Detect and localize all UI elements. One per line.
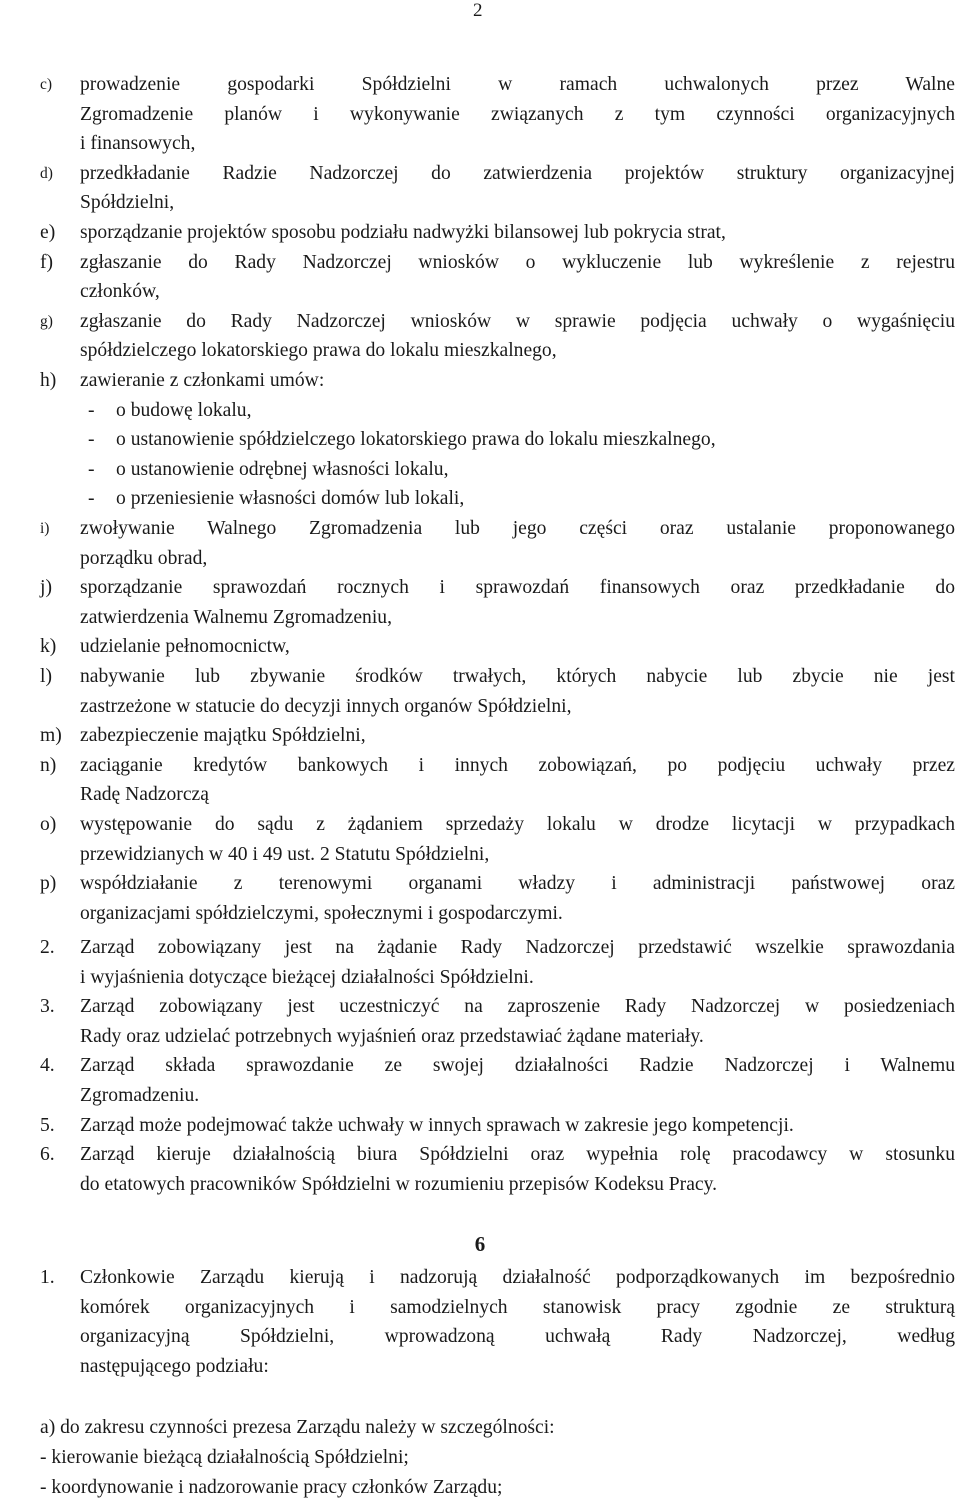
list-item xyxy=(40,721,955,751)
numbered-paragraph xyxy=(40,933,955,992)
text-line: przedkładanie Radzie Nadzorczej do zatwierdzenia projektów struktury organizacyjnej xyxy=(80,162,955,184)
text-line: Członkowie Zarządu kierują i nadzorują działalność podporządkowanych im bezpośrednio xyxy=(80,1267,955,1288)
item-label: m) xyxy=(40,725,62,747)
list-item xyxy=(40,70,955,159)
item-label: o) xyxy=(40,814,57,835)
list-item xyxy=(40,218,955,248)
text-line: Zarząd zobowiązany jest na żądanie Rady Nadzorczej przedstawić wszelkie sprawozdania xyxy=(80,937,955,958)
list-item xyxy=(40,810,955,869)
text-line: zwoływanie Walnego Zgromadzenia lub jego części oraz ustalanie proponowanego xyxy=(80,518,955,539)
item-text xyxy=(80,1263,955,1381)
item-label: 4. xyxy=(40,1055,55,1077)
section-heading: 6 xyxy=(474,1232,486,1256)
item-label: 6. xyxy=(40,1144,55,1166)
item-label: p) xyxy=(40,873,57,895)
item-label: k) xyxy=(40,636,57,658)
item-label: 2. xyxy=(40,937,55,958)
numbered-paragraph xyxy=(40,1140,955,1199)
contract-type-text: o ustanowienie spółdzielczego lokatorskiego prawa do lokalu mieszkalnego, xyxy=(116,429,716,451)
text-line: spółdzielczego lokatorskiego prawa do lokalu mieszkalnego, xyxy=(80,340,557,362)
text-line: Zarząd składa sprawozdanie ze swojej działalności Radzie Nadzorczej i Walnemu xyxy=(80,1055,955,1077)
dash-bullet: - xyxy=(88,429,95,451)
text-line: komórek organizacyjnych i samodzielnych stanowisk pracy zgodnie ze strukturą xyxy=(80,1296,955,1318)
text-line: prowadzenie gospodarki Spółdzielni w ramach uchwalonych przez Walne xyxy=(80,74,955,95)
president-duty: - koordynowanie i nadzorowanie pracy członków Zarządu; xyxy=(40,1476,503,1498)
text-line: współdziałanie z terenowymi organami władzy i administracji państwowej oraz xyxy=(80,873,955,895)
contract-type-item xyxy=(88,484,464,514)
item-text xyxy=(80,218,955,248)
page-number: 2 xyxy=(473,0,483,21)
contract-type-text: o przeniesienie własności domów lub lokali, xyxy=(116,488,465,510)
item-label: 5. xyxy=(40,1114,55,1136)
list-item xyxy=(40,514,955,573)
dash-bullet: - xyxy=(88,488,95,510)
item-label: h) xyxy=(40,370,57,391)
item-label: d) xyxy=(40,164,53,182)
text-line: i wyjaśnienia dotyczące bieżącej działalności Spółdzielni. xyxy=(80,966,534,988)
item-label: g) xyxy=(40,312,53,330)
item-text xyxy=(80,810,955,869)
text-line: zabezpieczenie majątku Spółdzielni, xyxy=(80,725,366,747)
contract-type-text: o ustanowienie odrębnej własności lokalu, xyxy=(116,458,449,480)
item-label: l) xyxy=(40,666,52,687)
text-line: zastrzeżone w statucie do decyzji innych organów Spółdzielni, xyxy=(80,695,572,717)
item-text xyxy=(80,514,955,573)
item-text xyxy=(80,992,955,1051)
text-line: Zarząd kieruje działalnością biura Spółdzielni oraz wypełnia rolę pracodawcy w stosunku xyxy=(80,1144,955,1166)
item-label: i) xyxy=(40,520,50,537)
text-line: organizacyjną Spółdzielni, wprowadzoną uchwałą Rady Nadzorczej, według xyxy=(80,1326,955,1348)
text-line: sporządzanie sprawozdań rocznych i sprawozdań finansowych oraz przedkładanie do xyxy=(80,577,955,599)
contract-type-item xyxy=(88,425,716,455)
text-line: Zarząd zobowiązany jest uczestniczyć na zaproszenie Rady Nadzorczej w posiedzeniach xyxy=(80,996,955,1018)
text-line: zaciąganie kredytów bankowych i innych zobowiązań, po podjęciu uchwały przez xyxy=(80,754,955,776)
item-text xyxy=(80,751,955,810)
text-line: organizacjami spółdzielczymi, społecznymi i gospodarczymi. xyxy=(80,902,563,924)
list-item xyxy=(40,248,955,307)
item-text xyxy=(80,721,955,751)
dash-bullet: - xyxy=(88,458,95,480)
list-item xyxy=(40,573,955,632)
item-text xyxy=(80,1051,955,1110)
item-text xyxy=(80,869,955,928)
list-item xyxy=(40,307,955,366)
text-line: do etatowych pracowników Spółdzielni w rozumieniu przepisów Kodeksu Pracy. xyxy=(80,1173,718,1195)
item-label: f) xyxy=(40,251,54,273)
text-line: Zarząd może podejmować także uchwały w innych sprawach w zakresie jego kompetencji. xyxy=(80,1114,794,1136)
numbered-paragraph xyxy=(40,1263,955,1381)
item-text xyxy=(80,307,955,366)
text-line: członków, xyxy=(80,281,160,303)
item-text xyxy=(80,159,955,218)
item-text xyxy=(80,1140,955,1199)
text-line: zawieranie z członkami umów: xyxy=(80,370,325,391)
item-text xyxy=(80,366,955,396)
text-line: nabywanie lub zbywanie środków trwałych, których nabycie lub zbycie nie jest xyxy=(80,666,955,687)
list-item xyxy=(40,366,955,396)
text-line: Zgromadzenie planów i wykonywanie związanych z tym czynności organizacyjnych xyxy=(80,103,955,125)
dash-bullet: - xyxy=(88,399,95,421)
text-line: zgłaszanie do Rady Nadzorczej wniosków w sprawie podjęcia uchwały o wygaśnięciu xyxy=(80,310,955,332)
text-line: i finansowych, xyxy=(80,133,196,155)
contract-type-item xyxy=(88,396,252,426)
item-label: n) xyxy=(40,754,57,776)
text-line: Radę Nadzorczą xyxy=(80,784,209,806)
numbered-paragraph xyxy=(40,992,955,1051)
text-line: Rady oraz udzielać potrzebnych wyjaśnień oraz przedstawiać żądane materiały. xyxy=(80,1025,704,1047)
list-item xyxy=(40,751,955,810)
list-item xyxy=(40,632,955,662)
item-label: j) xyxy=(40,577,52,599)
text-line: zatwierdzenia Walnemu Zgromadzeniu, xyxy=(80,606,392,628)
list-item xyxy=(40,869,955,928)
text-line: występowanie do sądu z żądaniem sprzedaży lokalu w drodze licytacji w przypadkach xyxy=(80,814,955,835)
item-text xyxy=(80,632,955,662)
item-label: 1. xyxy=(40,1267,55,1288)
list-item xyxy=(40,159,955,218)
item-text xyxy=(80,70,955,159)
item-text xyxy=(80,933,955,992)
item-label: 3. xyxy=(40,996,55,1018)
contract-type-text: o budowę lokalu, xyxy=(116,399,252,421)
text-line: sporządzanie projektów sposobu podziału nadwyżki bilansowej lub pokrycia strat, xyxy=(80,222,726,243)
text-line: przewidzianych w 40 i 49 ust. 2 Statutu Spółdzielni, xyxy=(80,843,490,865)
text-line: udzielanie pełnomocnictw, xyxy=(80,636,290,658)
text-line: zgłaszanie do Rady Nadzorczej wniosków o wykluczenie lub wykreślenie z rejestru xyxy=(80,251,955,273)
text-line: porządku obrad, xyxy=(80,547,208,569)
item-text xyxy=(80,573,955,632)
text-line: następującego podziału: xyxy=(80,1355,269,1377)
item-text xyxy=(80,248,955,307)
numbered-paragraph xyxy=(40,1051,955,1110)
contract-type-item xyxy=(88,455,448,485)
item-label: c) xyxy=(40,76,53,93)
item-text xyxy=(80,1111,955,1141)
item-text xyxy=(80,662,955,721)
president-duty: - kierowanie bieżącą działalnością Spółdzielni; xyxy=(40,1447,409,1468)
item-label: e) xyxy=(40,222,56,243)
text-line: Zgromadzeniu. xyxy=(80,1084,200,1106)
text-line: Spółdzielni, xyxy=(80,192,175,214)
list-item xyxy=(40,662,955,721)
numbered-paragraph xyxy=(40,1111,955,1141)
president-scope-intro: a) do zakresu czynności prezesa Zarządu należy w szczególności: xyxy=(40,1417,555,1438)
